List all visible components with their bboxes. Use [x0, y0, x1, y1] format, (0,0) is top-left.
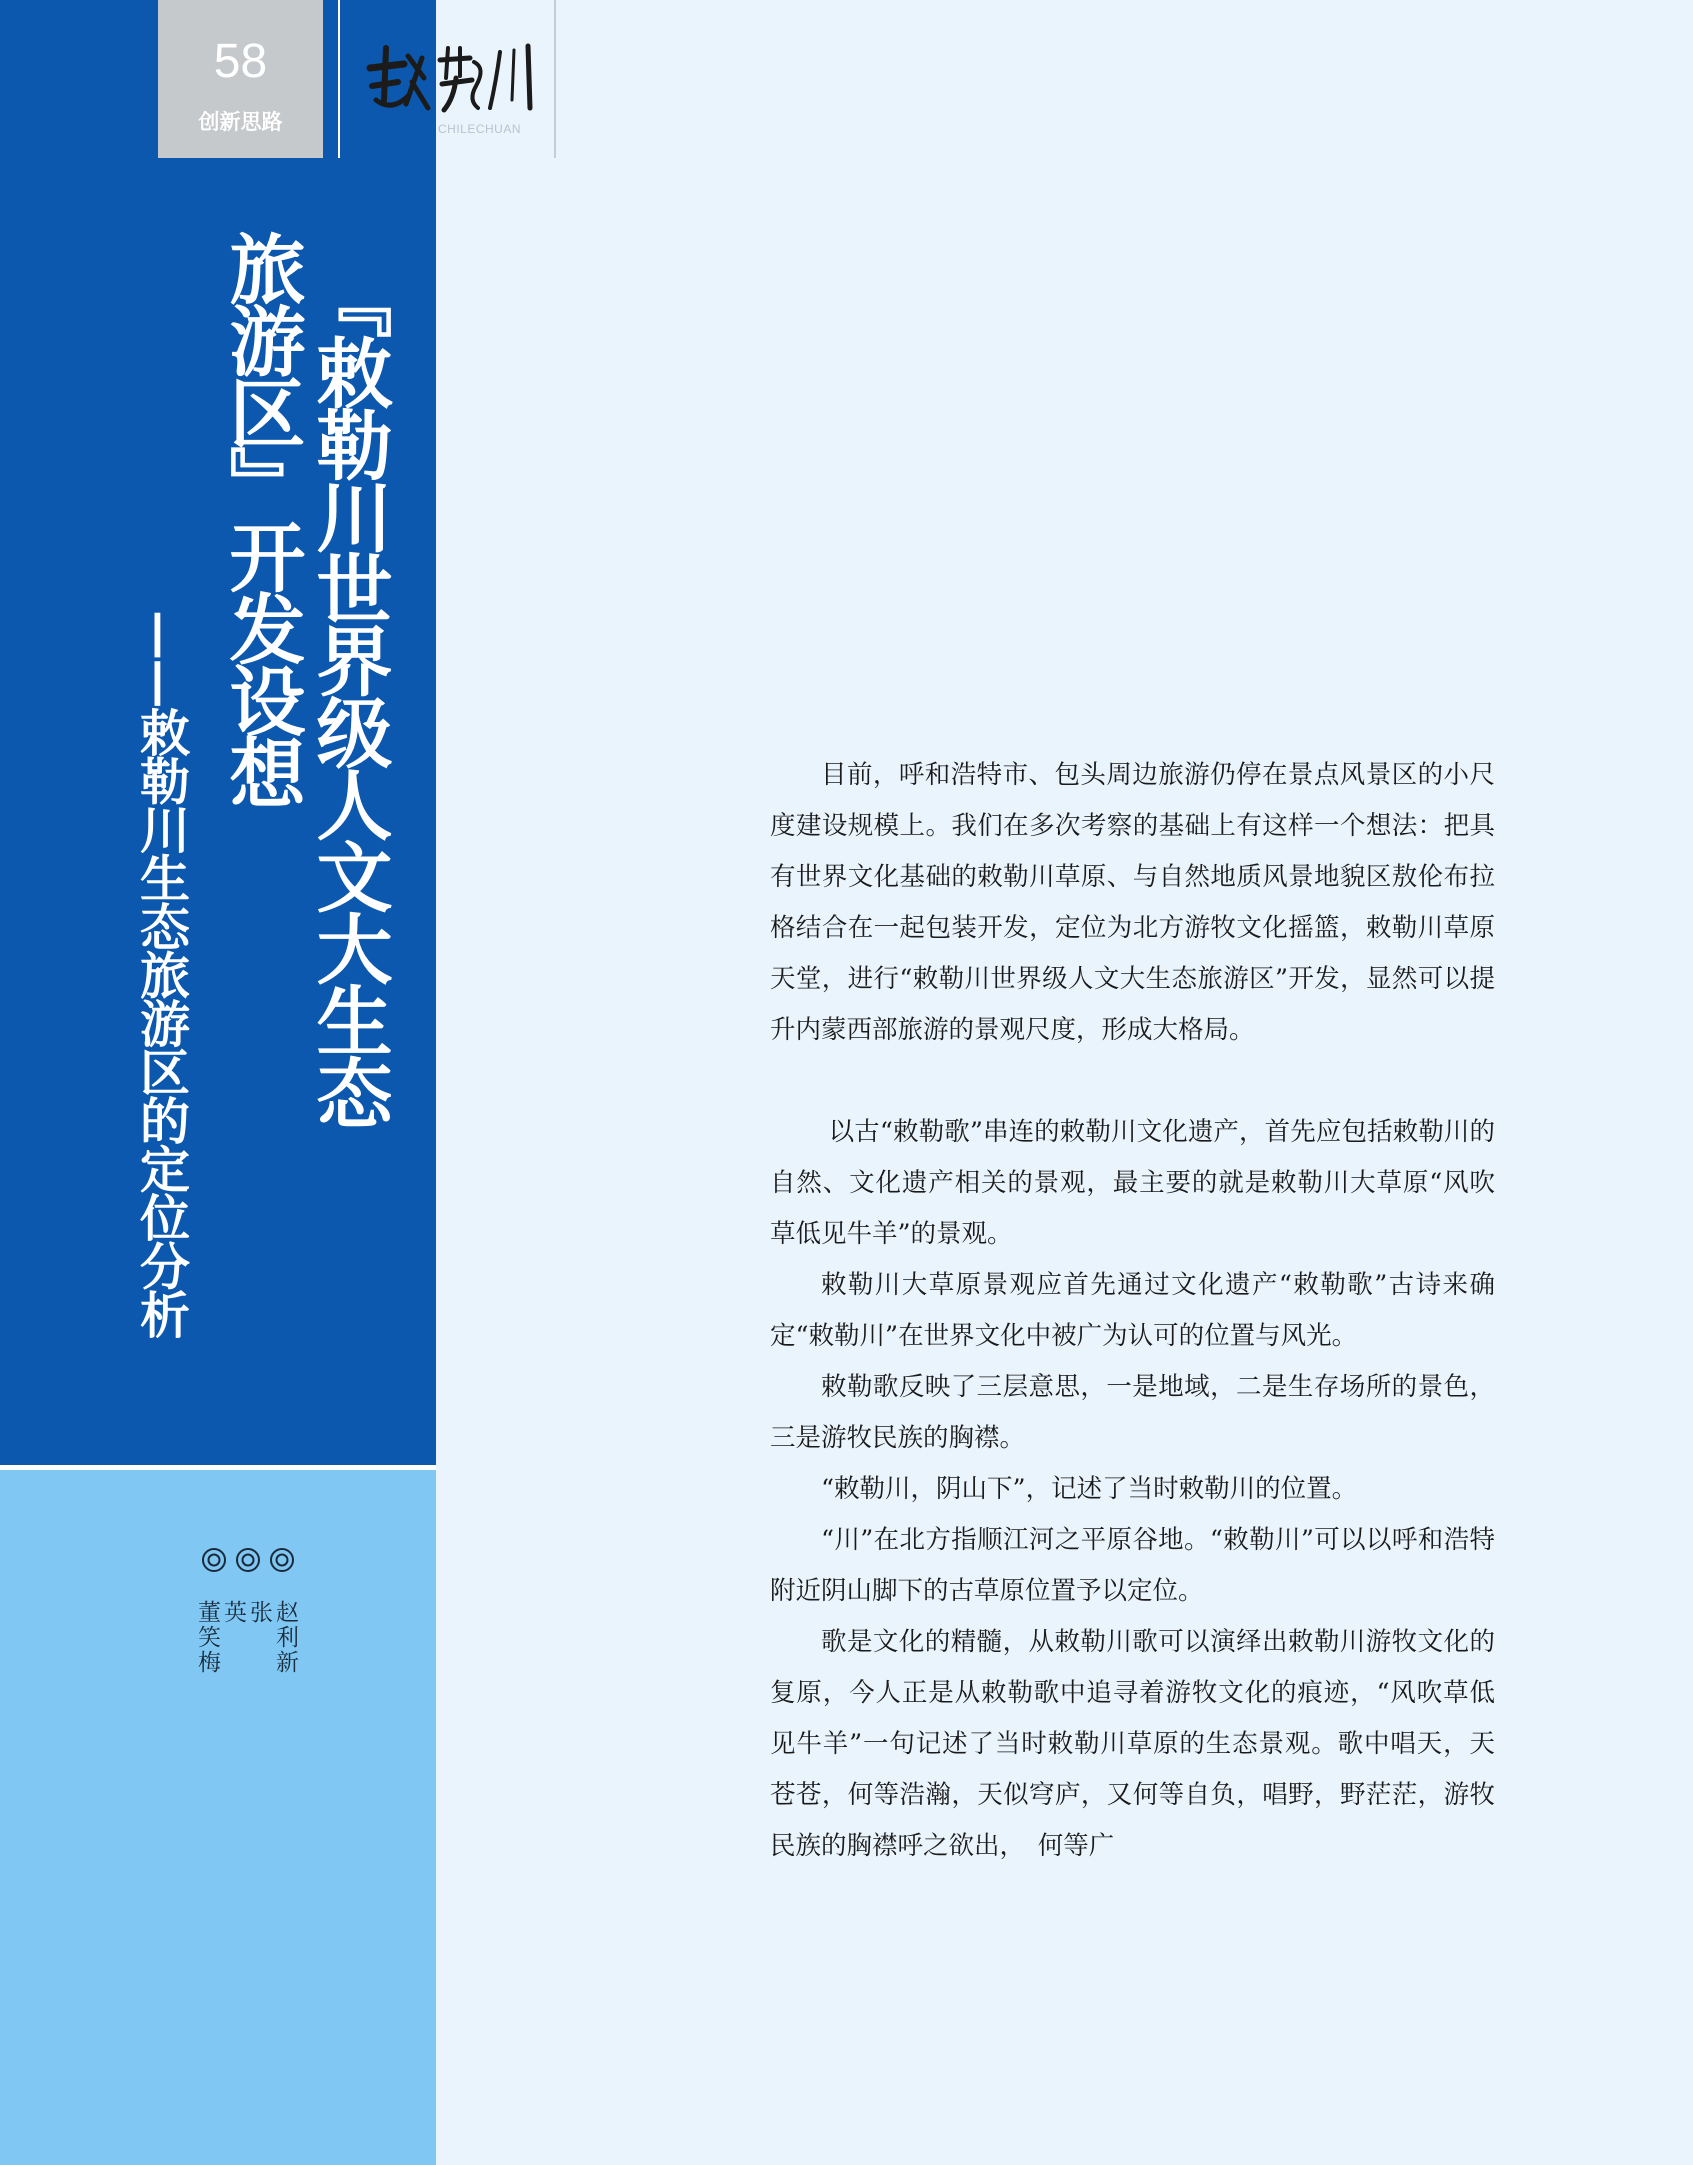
- logo-divider: [338, 0, 340, 158]
- calligraphy-logo-icon: [362, 38, 542, 124]
- triple-circle-ornament-icon: [198, 1544, 298, 1576]
- author-list: [194, 1600, 298, 1690]
- body-paragraph: “川”在北方指顺江河之平原谷地。“敕勒川”可以以呼和浩特附近阴山脚下的古草原位置予以定位。: [770, 1525, 1495, 1606]
- body-paragraph: 敕勒歌反映了三层意思，一是地域，二是生存场所的景色，三是游牧民族的胸襟。: [770, 1372, 1495, 1453]
- logo-divider-right: [554, 0, 556, 158]
- author-name: 赵利新: [272, 1600, 298, 1675]
- page-number-box: [158, 0, 323, 158]
- logo-subtext: CHILECHUAN: [438, 122, 522, 136]
- article-subtitle: ——敕勒川生态旅游区的定位分析: [132, 610, 191, 1338]
- body-paragraph: 目前，呼和浩特市、包头周边旅游仍停在景点风景区的小尺度建设规模上。我们在多次考察的基础上有这样一个想法：把具有世界文化基础的敕勒川草原、与自然地质风景地貌区敖伦布拉格结合在一起包装开发，定位为北方游牧文化摇篮，敕勒川草原天堂，进行“敕勒川世界级人文大生态旅游区”开发，显然可以提升内蒙西部旅游的景观尺度，形成大格局。: [770, 760, 1495, 1045]
- magazine-logo: [338, 0, 558, 158]
- body-paragraph: “敕勒川，阴山下”，记述了当时敕勒川的位置。: [821, 1474, 1358, 1504]
- body-paragraph: 以古“敕勒歌”串连的敕勒川文化遗产，首先应包括敕勒川的自然、文化遗产相关的景观，最主要的就是敕勒川大草原“风吹草低见牛羊”的景观。: [770, 1117, 1495, 1249]
- article-title-line1: 『敕勒川世界级人文大生态: [304, 262, 393, 1126]
- section-label: 创新思路: [198, 110, 283, 134]
- author-name: 董笑梅: [194, 1600, 220, 1675]
- article-title-line2: 旅游区』开发设想: [217, 230, 306, 806]
- article-body: [770, 750, 1495, 1872]
- body-paragraph: 敕勒川大草原景观应首先通过文化遗产“敕勒歌”古诗来确定“敕勒川”在世界文化中被广为认可的位置与风光。: [770, 1270, 1495, 1351]
- body-paragraph: 歌是文化的精髓，从敕勒川歌可以演绎出敕勒川游牧文化的复原，今人正是从敕勒歌中追寻着游牧文化的痕迹，“风吹草低见牛羊”一句记述了当时敕勒川草原的生态景观。歌中唱天，天苍苍，何等浩瀚，天似穹庐，又何等自负，唱野，野茫茫，游牧民族的胸襟呼之欲出， 何等广: [770, 1627, 1495, 1861]
- page-number: 58: [213, 35, 268, 88]
- author-name: 张英: [220, 1600, 272, 1655]
